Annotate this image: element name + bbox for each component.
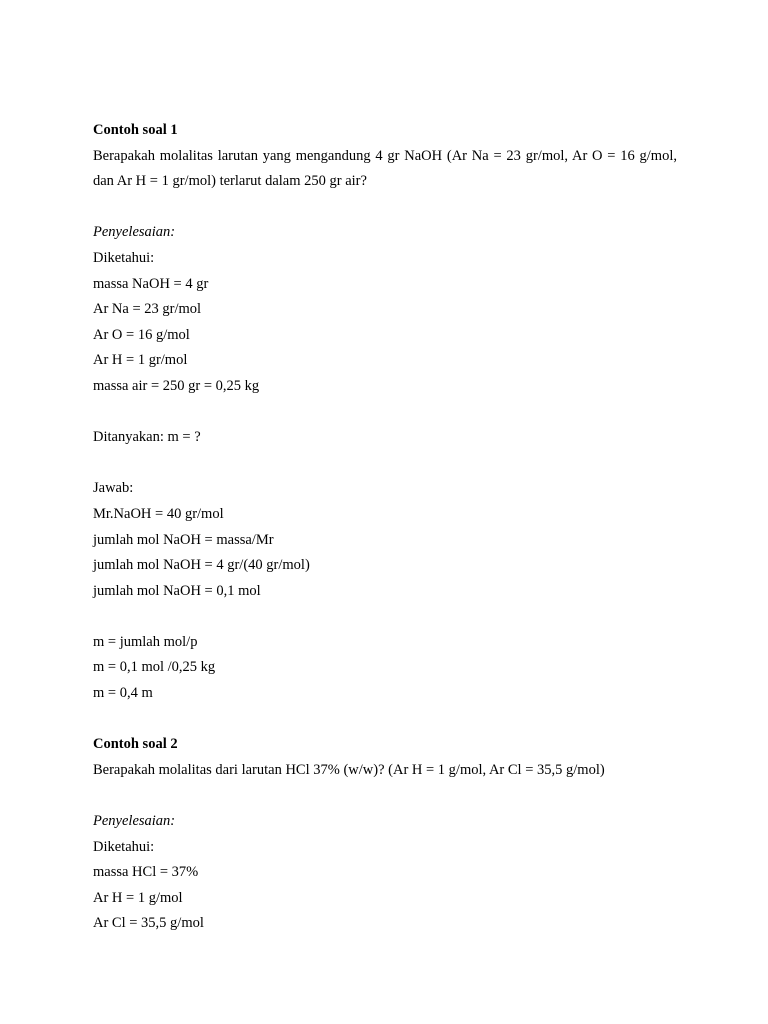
soal1-penyelesaian-label: Penyelesaian:: [93, 224, 176, 241]
soal1-jawab-label: Jawab:: [93, 480, 134, 497]
soal1-jawab-step: jumlah mol NaOH = massa/Mr: [93, 531, 274, 548]
soal1-hasil-step: m = 0,1 mol /0,25 kg: [93, 659, 216, 676]
soal2-penyelesaian-label: Penyelesaian:: [93, 813, 176, 830]
soal1-diketahui-item: massa NaOH = 4 gr: [93, 275, 209, 292]
document-page: [93, 118, 677, 937]
soal1-ditanyakan: Ditanyakan: m = ?: [93, 429, 201, 446]
spacer: [93, 195, 677, 221]
soal1-diketahui-label: Diketahui:: [93, 249, 155, 266]
spacer: [93, 783, 677, 809]
soal1-diketahui-item: Ar O = 16 g/mol: [93, 326, 190, 343]
soal1-question: Berapakah molalitas larutan yang mengandung 4 gr NaOH (Ar Na = 23 gr/mol, Ar O = 16 g/mol, dan Ar H = 1 gr/mol) terlarut dalam 250 gr air?: [93, 147, 677, 190]
soal2-question: Berapakah molalitas dari larutan HCl 37% (w/w)? (Ar H = 1 g/mol, Ar Cl = 35,5 g/mol): [93, 761, 605, 778]
spacer: [93, 604, 677, 630]
soal1-hasil-step: m = jumlah mol/p: [93, 633, 198, 650]
spacer: [93, 707, 677, 733]
soal1-diketahui-item: Ar H = 1 gr/mol: [93, 352, 188, 369]
soal1-title: Contoh soal 1: [93, 122, 178, 138]
soal1-jawab-step: jumlah mol NaOH = 4 gr/(40 gr/mol): [93, 557, 310, 574]
soal2-title: Contoh soal 2: [93, 736, 178, 753]
soal2-diketahui-item: Ar Cl = 35,5 g/mol: [93, 915, 204, 932]
soal1-diketahui-item: Ar Na = 23 gr/mol: [93, 301, 202, 318]
soal1-jawab-step: jumlah mol NaOH = 0,1 mol: [93, 582, 261, 599]
soal2-diketahui-label: Diketahui:: [93, 838, 155, 855]
soal2-diketahui-item: massa HCl = 37%: [93, 864, 199, 881]
soal1-jawab-step: Mr.NaOH = 40 gr/mol: [93, 505, 224, 522]
soal1-hasil-step: m = 0,4 m: [93, 685, 153, 702]
spacer: [93, 451, 677, 477]
soal1-diketahui-item: massa air = 250 gr = 0,25 kg: [93, 377, 260, 394]
soal2-diketahui-item: Ar H = 1 g/mol: [93, 889, 183, 906]
spacer: [93, 400, 677, 426]
